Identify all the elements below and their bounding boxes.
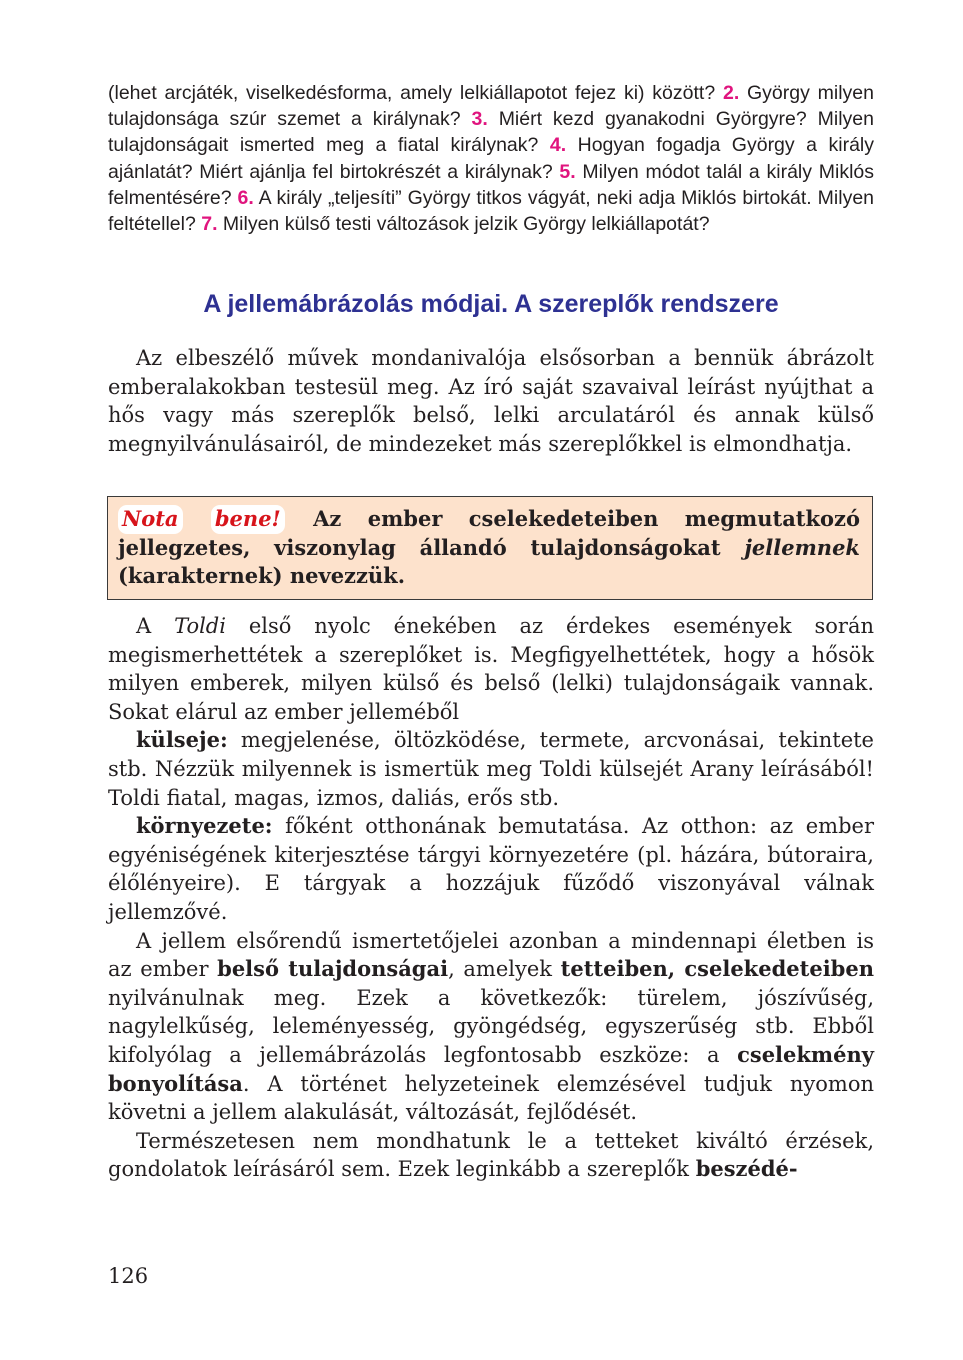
question-text: Hogyan fogadja György a király ajánlatát? Miért ajánlja fel birtokrészét a királynak? (108, 134, 874, 183)
question-text: A király „teljesíti” György titkos vágyát, neki adja Miklós birtokát. Milyen feltétellel? (108, 186, 875, 236)
text-run: . A történet helyzeteinek elemzésével tudjuk nyomon követni a jellem alakulását, változását, fejlődését. (108, 1071, 874, 1125)
question-text: Milyen módot talál a király Miklós felmentésére? (108, 160, 874, 209)
nota-term: jellemnek (744, 534, 860, 560)
question-number: 5. (559, 160, 576, 183)
bold-term: tetteiben, cselekedeteiben (560, 956, 874, 982)
text-run: A jellem elsőrendű ismertetőjelei azonban a mindennapi életben is az ember (108, 928, 874, 982)
question-text: (lehet arcjáték, viselkedésforma, amely lelkiállapotot fejez ki) között? (108, 82, 716, 104)
bold-term: beszédé- (695, 1156, 798, 1182)
text-run: megjelenése, öltözködése, termete, arcvonásai, tekintete stb. Nézzük milyennek is ismertük meg Toldi külsejét Arany leírásából! Toldi fiatal, magas, izmos, daliás, erős stb. (108, 728, 874, 810)
questions-paragraph (108, 80, 874, 237)
kornyezete-term: környezete: (136, 813, 273, 839)
kornyezete-paragraph (108, 812, 874, 926)
text-run: első nyolc énekében az érdekes események során megismerhettétek a szereplőket is. Megfigyelhettétek, hogy a hősök milyen emberek, milyen külső és belső (lelki) tulajdonságaik vannak. Sokat elárul az ember jelleméből (108, 614, 874, 724)
question-number: 7. (201, 213, 218, 236)
bold-term: cselekmény bonyolítása (108, 1041, 874, 1096)
text-run: Természetesen nem mondhatunk le a tetteket kiváltó érzések, gondolatok leírásáról sem. Ezek leginkább a szereplők (108, 1128, 874, 1182)
question-number: 2. (722, 82, 740, 104)
text-run: főként otthonának bemutatása. Az otthon: az ember egyéniségének kiterjesztése tárgyi környezetére (pl. házára, bútoraira, élőlényeire). E tárgyak a hozzájuk fűződő viszonyával válnak jellemzővé. (108, 814, 875, 924)
question-number: 3. (471, 108, 488, 131)
nota-text-end: (karakternek) nevezzük. (118, 563, 406, 589)
nota-text: Az ember cselekedeteiben megmutatkozó jellegzetes, viszonylag állandó tulajdonságokat (118, 506, 860, 560)
question-number: 6. (237, 186, 254, 209)
nota-label: Nota (118, 505, 183, 534)
question-text: Milyen külső testi változások jelzik György lelkiállapotát? (222, 213, 710, 236)
text-run: , amelyek (448, 957, 553, 982)
work-title: Toldi (174, 614, 226, 638)
question-text: György milyen tulajdonsága szúr szemet a királynak? (108, 82, 874, 131)
page-number: 126 (108, 1264, 149, 1288)
intro-paragraph: Az elbeszélő művek mondanivalója elsősorban a bennük ábrázolt emberalakokban testesül meg. Az író saját szavaival leírást nyújthat a hős vagy más szereplők belső, lelki arculatáról és annak külső megnyilvánulásairól, de mindezeket más szereplőkkel is elmondhatja. (108, 346, 874, 456)
question-number: 4. (549, 134, 567, 157)
bold-term: belső tulajdonságai (217, 956, 449, 982)
nota-bene-box (107, 496, 873, 600)
jellem-paragraph (108, 927, 874, 1127)
section-heading: A jellemábrázolás módjai. A szereplők rendszere (203, 290, 779, 318)
text-run: nyilvánulnak meg. Ezek a következők: türelem, jószívűség, nagylelkűség, leleményesség, gyöngédség, egyszerűség stb. Ebből kifolyólag a jellemábrázolás legfontosabb eszköze: a (108, 985, 874, 1067)
text-run: A (136, 614, 152, 638)
question-text: Miért kezd gyanakodni Györgyre? Milyen tulajdonságait ismerted meg a fiatal királynak? (108, 108, 874, 157)
kulseje-paragraph (108, 726, 874, 812)
main-text-block (108, 612, 874, 1184)
toldi-paragraph (108, 612, 874, 726)
last-paragraph (108, 1127, 874, 1184)
kulseje-term: külseje: (136, 727, 228, 753)
intro-block (108, 344, 874, 458)
bene-label: bene! (211, 505, 285, 534)
